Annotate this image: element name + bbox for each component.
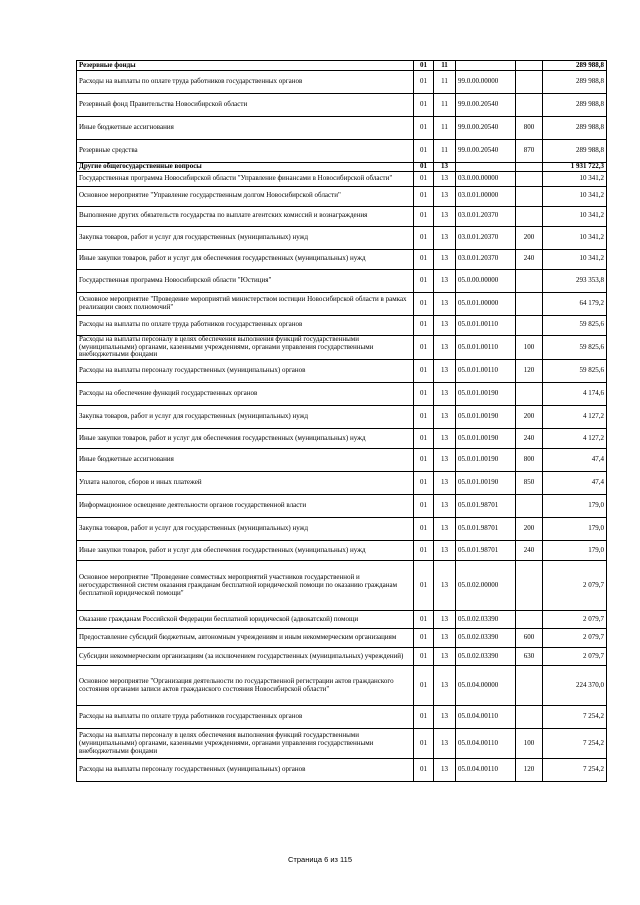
cell-expense-type: 100 xyxy=(516,729,543,759)
cell-subsection: 11 xyxy=(434,94,456,117)
cell-name: Расходы на выплаты по оплате труда работников государственных органов xyxy=(77,71,414,94)
cell-target-article: 05.0.01.00110 xyxy=(456,335,516,359)
cell-target-article: 05.0.04.00110 xyxy=(456,729,516,759)
cell-target-article: 05.0.01.00110 xyxy=(456,360,516,383)
table-row xyxy=(77,706,607,729)
cell-amount: 7 254,2 xyxy=(543,706,607,729)
cell-section: 01 xyxy=(414,472,434,495)
cell-name: Расходы на выплаты персоналу в целях обеспечения выполнения функций государственными (муниципальными) органами, казенными учреждениями, органами управления государственными внебюджетными фондами xyxy=(77,335,414,359)
cell-section: 01 xyxy=(414,429,434,449)
cell-name: Основное мероприятие "Управление государственным долгом Новосибирской области" xyxy=(77,186,414,206)
cell-expense-type xyxy=(516,71,543,94)
table-row xyxy=(77,292,607,315)
cell-subsection: 13 xyxy=(434,759,456,782)
cell-amount: 4 174,6 xyxy=(543,383,607,406)
table-row xyxy=(77,472,607,495)
table-row xyxy=(77,541,607,561)
cell-section: 01 xyxy=(414,495,434,518)
table-row xyxy=(77,71,607,94)
cell-section: 01 xyxy=(414,249,434,269)
cell-target-article xyxy=(456,163,516,172)
cell-subsection: 13 xyxy=(434,729,456,759)
cell-subsection: 13 xyxy=(434,449,456,472)
cell-name: Расходы на выплаты персоналу в целях обеспечения выполнения функций государственными (муниципальными) органами, казенными учреждениями, органами управления государственными внебюджетными фондами xyxy=(77,729,414,759)
cell-section: 01 xyxy=(414,666,434,706)
cell-name: Оказание гражданам Российской Федерации бесплатной юридической (адвокатской) помощи xyxy=(77,611,414,629)
cell-section: 01 xyxy=(414,269,434,292)
cell-subsection: 13 xyxy=(434,648,456,666)
cell-subsection: 13 xyxy=(434,249,456,269)
cell-amount: 4 127,2 xyxy=(543,429,607,449)
cell-target-article: 05.0.01.00110 xyxy=(456,315,516,335)
cell-expense-type xyxy=(516,163,543,172)
cell-subsection: 13 xyxy=(434,666,456,706)
cell-section: 01 xyxy=(414,729,434,759)
cell-section: 01 xyxy=(414,226,434,249)
table-row xyxy=(77,163,607,172)
cell-name: Закупка товаров, работ и услуг для государственных (муниципальных) нужд xyxy=(77,518,414,541)
cell-section: 01 xyxy=(414,360,434,383)
cell-expense-type: 630 xyxy=(516,648,543,666)
cell-expense-type: 120 xyxy=(516,759,543,782)
cell-section: 01 xyxy=(414,759,434,782)
cell-name: Субсидии некоммерческим организациям (за исключением государственных (муниципальных) учреждений) xyxy=(77,648,414,666)
cell-subsection: 13 xyxy=(434,360,456,383)
cell-subsection: 13 xyxy=(434,561,456,611)
cell-name: Основное мероприятие "Организация деятельности по государственной регистрации актов гражданского состояния органами записи актов гражданского состояния Новосибирской области" xyxy=(77,666,414,706)
cell-expense-type: 120 xyxy=(516,360,543,383)
cell-name: Другие общегосударственные вопросы xyxy=(77,163,414,172)
cell-target-article: 99.0.00.20540 xyxy=(456,117,516,140)
cell-expense-type: 240 xyxy=(516,429,543,449)
cell-subsection: 13 xyxy=(434,495,456,518)
cell-subsection: 13 xyxy=(434,629,456,648)
cell-subsection: 13 xyxy=(434,269,456,292)
table-row xyxy=(77,249,607,269)
table-row xyxy=(77,206,607,226)
cell-amount: 10 341,2 xyxy=(543,186,607,206)
cell-amount: 179,0 xyxy=(543,541,607,561)
table-row xyxy=(77,648,607,666)
cell-target-article: 03.0.01.20370 xyxy=(456,249,516,269)
cell-expense-type xyxy=(516,315,543,335)
budget-table xyxy=(76,60,607,782)
cell-target-article: 05.0.01.00190 xyxy=(456,429,516,449)
cell-amount: 7 254,2 xyxy=(543,729,607,759)
cell-target-article: 05.0.04.00000 xyxy=(456,666,516,706)
cell-name: Иные бюджетные ассигнования xyxy=(77,449,414,472)
cell-expense-type: 100 xyxy=(516,335,543,359)
cell-amount: 289 988,8 xyxy=(543,94,607,117)
cell-expense-type: 870 xyxy=(516,140,543,163)
cell-name: Основное мероприятие "Проведение совместных мероприятий участников государственной и негосударственной систем оказания гражданам бесплатной юридической помощи по оказанию гражданам бесплатной юридической помощи" xyxy=(77,561,414,611)
table-row xyxy=(77,495,607,518)
cell-name: Резервные средства xyxy=(77,140,414,163)
cell-expense-type: 200 xyxy=(516,226,543,249)
cell-expense-type: 200 xyxy=(516,518,543,541)
cell-expense-type xyxy=(516,171,543,186)
cell-expense-type: 200 xyxy=(516,406,543,429)
table-row xyxy=(77,117,607,140)
table-row xyxy=(77,729,607,759)
cell-amount: 2 079,7 xyxy=(543,611,607,629)
cell-target-article: 03.0.01.20370 xyxy=(456,206,516,226)
table-row xyxy=(77,269,607,292)
cell-subsection: 13 xyxy=(434,163,456,172)
cell-expense-type xyxy=(516,383,543,406)
cell-section: 01 xyxy=(414,171,434,186)
cell-name: Закупка товаров, работ и услуг для государственных (муниципальных) нужд xyxy=(77,406,414,429)
cell-amount: 2 079,7 xyxy=(543,629,607,648)
cell-target-article xyxy=(456,61,516,71)
cell-target-article: 05.0.02.03390 xyxy=(456,611,516,629)
cell-section: 01 xyxy=(414,117,434,140)
cell-target-article: 05.0.01.00000 xyxy=(456,292,516,315)
cell-amount: 4 127,2 xyxy=(543,406,607,429)
cell-section: 01 xyxy=(414,315,434,335)
table-row xyxy=(77,449,607,472)
cell-section: 01 xyxy=(414,335,434,359)
cell-section: 01 xyxy=(414,611,434,629)
cell-amount: 64 179,2 xyxy=(543,292,607,315)
cell-name: Резервные фонды xyxy=(77,61,414,71)
cell-name: Уплата налогов, сборов и иных платежей xyxy=(77,472,414,495)
cell-target-article: 05.0.02.03390 xyxy=(456,629,516,648)
cell-subsection: 11 xyxy=(434,71,456,94)
cell-expense-type xyxy=(516,206,543,226)
cell-target-article: 03.0.01.00000 xyxy=(456,186,516,206)
cell-subsection: 13 xyxy=(434,611,456,629)
cell-expense-type xyxy=(516,706,543,729)
budget-table-body xyxy=(77,61,607,782)
cell-name: Расходы на выплаты персоналу государственных (муниципальных) органов xyxy=(77,360,414,383)
cell-amount: 2 079,7 xyxy=(543,561,607,611)
cell-subsection: 11 xyxy=(434,140,456,163)
cell-section: 01 xyxy=(414,61,434,71)
cell-amount: 289 988,8 xyxy=(543,117,607,140)
cell-target-article: 05.0.01.00190 xyxy=(456,472,516,495)
cell-target-article: 05.0.01.00190 xyxy=(456,449,516,472)
cell-subsection: 11 xyxy=(434,61,456,71)
cell-expense-type xyxy=(516,611,543,629)
cell-target-article: 03.0.00.00000 xyxy=(456,171,516,186)
table-row xyxy=(77,186,607,206)
cell-expense-type xyxy=(516,292,543,315)
cell-amount: 1 931 722,3 xyxy=(543,163,607,172)
table-row xyxy=(77,61,607,71)
cell-expense-type: 800 xyxy=(516,117,543,140)
cell-expense-type: 850 xyxy=(516,472,543,495)
cell-amount: 59 825,6 xyxy=(543,360,607,383)
cell-expense-type xyxy=(516,269,543,292)
cell-name: Иные бюджетные ассигнования xyxy=(77,117,414,140)
cell-expense-type xyxy=(516,561,543,611)
cell-section: 01 xyxy=(414,163,434,172)
cell-section: 01 xyxy=(414,449,434,472)
table-row xyxy=(77,429,607,449)
cell-amount: 2 079,7 xyxy=(543,648,607,666)
cell-amount: 10 341,2 xyxy=(543,249,607,269)
cell-section: 01 xyxy=(414,186,434,206)
cell-section: 01 xyxy=(414,206,434,226)
cell-subsection: 13 xyxy=(434,186,456,206)
cell-target-article: 99.0.00.20540 xyxy=(456,140,516,163)
table-row xyxy=(77,140,607,163)
table-row xyxy=(77,561,607,611)
table-row xyxy=(77,315,607,335)
cell-subsection: 13 xyxy=(434,171,456,186)
cell-section: 01 xyxy=(414,706,434,729)
cell-name: Закупка товаров, работ и услуг для государственных (муниципальных) нужд xyxy=(77,226,414,249)
cell-subsection: 13 xyxy=(434,406,456,429)
cell-name: Расходы на выплаты по оплате труда работников государственных органов xyxy=(77,315,414,335)
cell-subsection: 13 xyxy=(434,429,456,449)
cell-name: Государственная программа Новосибирской области "Управление финансами в Новосибирской области" xyxy=(77,171,414,186)
table-row xyxy=(77,226,607,249)
cell-section: 01 xyxy=(414,406,434,429)
cell-target-article: 05.0.02.00000 xyxy=(456,561,516,611)
cell-name: Предоставление субсидий бюджетным, автономным учреждениям и иным некоммерческим организациям xyxy=(77,629,414,648)
cell-expense-type: 240 xyxy=(516,541,543,561)
cell-name: Выполнение других обязательств государства по выплате агентских комиссий и вознаграждения xyxy=(77,206,414,226)
cell-subsection: 13 xyxy=(434,206,456,226)
cell-amount: 10 341,2 xyxy=(543,206,607,226)
cell-section: 01 xyxy=(414,383,434,406)
cell-subsection: 13 xyxy=(434,226,456,249)
table-row xyxy=(77,406,607,429)
cell-target-article: 05.0.01.98701 xyxy=(456,541,516,561)
cell-name: Расходы на выплаты персоналу государственных (муниципальных) органов xyxy=(77,759,414,782)
cell-section: 01 xyxy=(414,140,434,163)
cell-amount: 7 254,2 xyxy=(543,759,607,782)
cell-expense-type xyxy=(516,666,543,706)
cell-subsection: 13 xyxy=(434,472,456,495)
table-row xyxy=(77,629,607,648)
cell-section: 01 xyxy=(414,94,434,117)
cell-amount: 289 988,8 xyxy=(543,71,607,94)
cell-amount: 179,0 xyxy=(543,495,607,518)
cell-target-article: 03.0.01.20370 xyxy=(456,226,516,249)
cell-section: 01 xyxy=(414,518,434,541)
cell-amount: 59 825,6 xyxy=(543,335,607,359)
cell-target-article: 05.0.01.00190 xyxy=(456,383,516,406)
cell-subsection: 13 xyxy=(434,541,456,561)
cell-expense-type: 240 xyxy=(516,249,543,269)
cell-name: Информационное освещение деятельности органов государственной власти xyxy=(77,495,414,518)
cell-expense-type xyxy=(516,94,543,117)
cell-target-article: 99.0.00.20540 xyxy=(456,94,516,117)
cell-expense-type: 600 xyxy=(516,629,543,648)
cell-subsection: 13 xyxy=(434,292,456,315)
cell-target-article: 05.0.04.00110 xyxy=(456,759,516,782)
cell-amount: 59 825,6 xyxy=(543,315,607,335)
table-row xyxy=(77,335,607,359)
page-number: Страница 6 из 115 xyxy=(288,855,352,864)
cell-section: 01 xyxy=(414,71,434,94)
cell-name: Иные закупки товаров, работ и услуг для обеспечения государственных (муниципальных) нужд xyxy=(77,249,414,269)
cell-subsection: 13 xyxy=(434,706,456,729)
cell-amount: 47,4 xyxy=(543,472,607,495)
cell-amount: 47,4 xyxy=(543,449,607,472)
cell-name: Государственная программа Новосибирской области "Юстиция" xyxy=(77,269,414,292)
table-row xyxy=(77,666,607,706)
cell-section: 01 xyxy=(414,629,434,648)
cell-target-article: 05.0.02.03390 xyxy=(456,648,516,666)
table-row xyxy=(77,518,607,541)
cell-section: 01 xyxy=(414,292,434,315)
cell-name: Основное мероприятие "Проведение мероприятий министерством юстиции Новосибирской области в рамках реализации своих полномочий" xyxy=(77,292,414,315)
cell-target-article: 05.0.00.00000 xyxy=(456,269,516,292)
cell-target-article: 05.0.04.00110 xyxy=(456,706,516,729)
cell-amount: 289 988,8 xyxy=(543,140,607,163)
cell-subsection: 13 xyxy=(434,383,456,406)
cell-name: Расходы на выплаты по оплате труда работников государственных органов xyxy=(77,706,414,729)
cell-name: Иные закупки товаров, работ и услуг для обеспечения государственных (муниципальных) нужд xyxy=(77,541,414,561)
cell-amount: 224 370,0 xyxy=(543,666,607,706)
cell-amount: 289 988,8 xyxy=(543,61,607,71)
table-row xyxy=(77,759,607,782)
cell-name: Расходы на обеспечение функций государственных органов xyxy=(77,383,414,406)
table-row xyxy=(77,171,607,186)
cell-amount: 10 341,2 xyxy=(543,171,607,186)
cell-name: Иные закупки товаров, работ и услуг для обеспечения государственных (муниципальных) нужд xyxy=(77,429,414,449)
cell-name: Резервный фонд Правительства Новосибирской области xyxy=(77,94,414,117)
cell-section: 01 xyxy=(414,541,434,561)
cell-expense-type xyxy=(516,495,543,518)
cell-target-article: 05.0.01.98701 xyxy=(456,495,516,518)
cell-subsection: 13 xyxy=(434,518,456,541)
cell-amount: 10 341,2 xyxy=(543,226,607,249)
cell-target-article: 05.0.01.00190 xyxy=(456,406,516,429)
cell-section: 01 xyxy=(414,561,434,611)
table-row xyxy=(77,383,607,406)
cell-expense-type xyxy=(516,61,543,71)
cell-target-article: 99.0.00.00000 xyxy=(456,71,516,94)
cell-amount: 179,0 xyxy=(543,518,607,541)
table-row xyxy=(77,94,607,117)
cell-expense-type xyxy=(516,186,543,206)
cell-subsection: 13 xyxy=(434,315,456,335)
table-row xyxy=(77,611,607,629)
cell-expense-type: 800 xyxy=(516,449,543,472)
cell-target-article: 05.0.01.98701 xyxy=(456,518,516,541)
cell-subsection: 11 xyxy=(434,117,456,140)
cell-amount: 293 353,8 xyxy=(543,269,607,292)
table-row xyxy=(77,360,607,383)
cell-section: 01 xyxy=(414,648,434,666)
cell-subsection: 13 xyxy=(434,335,456,359)
